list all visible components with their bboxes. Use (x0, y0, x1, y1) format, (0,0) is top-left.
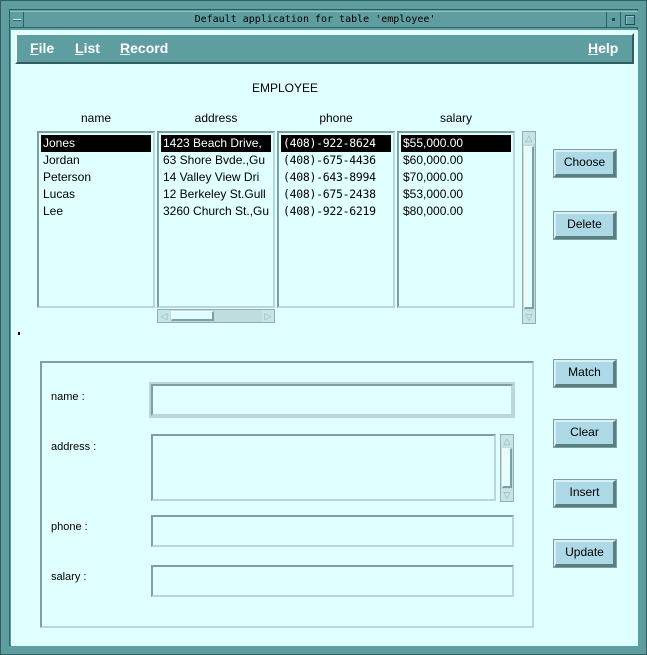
phone-list[interactable] (277, 131, 395, 308)
address-horizontal-scrollbar[interactable] (157, 309, 275, 323)
list-item[interactable]: $55,000.00 (401, 135, 511, 152)
list-item[interactable]: $53,000.00 (403, 187, 464, 201)
list-item[interactable]: 12 Berkeley St.Gull (163, 187, 266, 201)
list-item[interactable]: Lucas (43, 187, 76, 201)
scroll-down-arrow-icon[interactable]: ▽ (501, 489, 513, 501)
title-bar[interactable] (10, 11, 638, 28)
scroll-up-arrow-icon[interactable]: △ (523, 132, 535, 144)
list-item[interactable]: (408)-922-8624 (281, 135, 391, 152)
minimize-icon (612, 18, 615, 21)
column-header-address: address (194, 111, 238, 125)
menu-help-mnemonic: H (588, 40, 599, 56)
salary-input[interactable] (153, 567, 512, 595)
address-field[interactable] (151, 434, 496, 501)
menu-bar (15, 33, 634, 64)
list-item[interactable]: 3260 Church St.,Gu (163, 204, 270, 218)
column-header-salary: salary (439, 111, 472, 125)
address-input[interactable] (153, 436, 494, 499)
menu-list[interactable] (75, 40, 100, 56)
salary-list[interactable] (397, 131, 515, 308)
list-item[interactable]: (408)-922-6219 (283, 204, 376, 218)
list-item[interactable]: Jordan (43, 153, 80, 167)
maximize-button[interactable] (620, 12, 638, 28)
list-item[interactable]: Lee (43, 204, 64, 218)
name-list[interactable] (37, 131, 155, 308)
list-vertical-scrollbar[interactable] (522, 131, 536, 324)
list-item[interactable]: Jones (41, 135, 151, 152)
list-item[interactable]: $80,000.00 (403, 204, 464, 218)
insert-button[interactable]: Insert (554, 480, 616, 507)
address-label: address : (51, 441, 97, 453)
list-item[interactable]: 1423 Beach Drive, (161, 135, 271, 152)
minimize-button[interactable] (606, 12, 620, 28)
salary-label: salary : (51, 571, 87, 583)
phone-field[interactable] (151, 515, 514, 547)
phone-input[interactable] (153, 517, 512, 545)
client-area (11, 30, 638, 646)
menu-file-mnemonic: F (30, 40, 39, 56)
menu-file-label: ile (38, 40, 55, 56)
choose-button[interactable]: Choose (554, 150, 616, 177)
scroll-thumb[interactable] (502, 448, 512, 488)
column-header-phone: phone (319, 111, 353, 125)
list-item[interactable]: $60,000.00 (403, 153, 464, 167)
menu-list-mnemonic: L (75, 40, 84, 56)
match-button[interactable]: Match (554, 360, 616, 387)
scroll-down-arrow-icon[interactable]: ▽ (523, 311, 535, 323)
scroll-left-arrow-icon[interactable]: ◁ (158, 310, 170, 322)
scroll-right-arrow-icon[interactable]: ▷ (262, 310, 274, 322)
window-menu-button[interactable] (10, 12, 24, 28)
table-title: EMPLOYEE (252, 81, 319, 95)
address-list[interactable] (157, 131, 275, 308)
delete-button[interactable]: Delete (554, 212, 616, 239)
list-item[interactable]: $70,000.00 (403, 170, 464, 184)
list-item[interactable]: 14 Valley View Dri (163, 170, 260, 184)
list-item[interactable]: (408)-643-8994 (283, 170, 376, 184)
list-item[interactable]: 63 Shore Bvde.,Gu (163, 153, 266, 167)
menu-help[interactable] (588, 40, 618, 56)
window-menu-icon (13, 19, 21, 21)
menu-file[interactable] (30, 40, 54, 56)
maximize-icon (625, 15, 635, 25)
name-label: name : (51, 391, 85, 403)
list-item[interactable]: (408)-675-2438 (283, 187, 376, 201)
name-input[interactable] (153, 386, 511, 414)
window-title: Default application for table 'employee' (194, 14, 436, 25)
list-item[interactable]: (408)-675-4436 (283, 153, 376, 167)
menu-record-label: ecord (130, 40, 169, 56)
clear-button[interactable]: Clear (554, 420, 616, 447)
phone-label: phone : (51, 521, 88, 533)
update-button[interactable]: Update (554, 540, 616, 567)
name-field[interactable] (151, 384, 513, 416)
menu-help-label: elp (598, 40, 619, 56)
column-header-name: name (80, 111, 112, 125)
separator-mark (18, 332, 20, 335)
scroll-up-arrow-icon[interactable]: △ (501, 435, 513, 447)
scroll-thumb[interactable] (171, 311, 214, 321)
scroll-thumb[interactable] (524, 146, 534, 309)
list-item[interactable]: Peterson (43, 170, 92, 184)
record-form (40, 361, 534, 628)
salary-field[interactable] (151, 565, 514, 597)
menu-list-label: ist (83, 40, 100, 56)
address-vertical-scrollbar[interactable] (500, 434, 514, 502)
menu-record[interactable] (120, 40, 168, 56)
menu-record-mnemonic: R (120, 40, 131, 56)
